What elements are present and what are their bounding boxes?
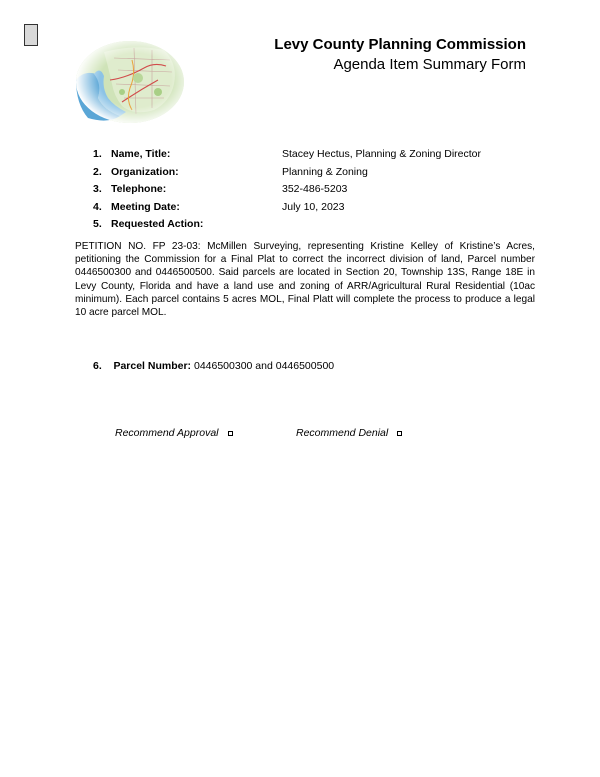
parcel-number-row — [93, 360, 334, 372]
item-label: Requested Action: — [111, 218, 204, 230]
list-item — [93, 146, 533, 164]
page-subtitle: Agenda Item Summary Form — [333, 56, 526, 73]
denial-checkbox[interactable] — [397, 431, 402, 436]
list-item — [93, 199, 533, 217]
item-number: 2. — [93, 165, 102, 178]
info-list — [93, 146, 533, 234]
list-item — [93, 181, 533, 199]
list-item — [93, 164, 533, 182]
item-value: 0446500300 and 0446500500 — [193, 360, 335, 372]
item-label: Name, Title: — [111, 148, 171, 160]
item-value: Planning & Zoning — [282, 165, 368, 178]
page-title: Levy County Planning Commission — [274, 36, 526, 53]
recommend-approval-label: Recommend Approval — [115, 427, 219, 439]
item-number: 4. — [93, 200, 102, 213]
item-value: Stacey Hectus, Planning & Zoning Director — [282, 148, 482, 160]
petition-paragraph: PETITION NO. FP 23-03: McMillen Surveying, representing Kristine Kelley of Kristine’s Acres, petitioning the Commission for a Final Plat to correct the incorrect division of land, Parcel number 0446500300 and 0446500500. Said parcels are located in Section 20, Township 13S, Range 18E in Levy County, Florida and have a land use and zoning of ARR/Agricultural Rural Residential (10ac minimum). Each parcel contains 5 acres MOL, Final Platt will complete the process to produce a legal 10 acre parcel MOL. — [75, 241, 535, 319]
item-label: Meeting Date: — [111, 200, 180, 213]
county-map-logo — [74, 40, 184, 124]
recommend-denial-label: Recommend Denial — [296, 427, 389, 439]
item-number: 1. — [93, 148, 102, 160]
item-number: 6. — [93, 360, 102, 372]
item-label: Telephone: — [111, 183, 167, 195]
item-label: Parcel Number: — [113, 360, 192, 372]
recommend-denial[interactable] — [296, 427, 402, 439]
recommend-approval[interactable] — [115, 427, 233, 439]
corner-form-box — [24, 24, 38, 46]
item-label: Organization: — [111, 165, 179, 178]
item-value: July 10, 2023 — [282, 200, 345, 213]
item-value: 352-486-5203 — [282, 183, 348, 195]
approval-checkbox[interactable] — [228, 431, 233, 436]
item-number: 3. — [93, 183, 102, 195]
list-item — [93, 216, 533, 234]
item-number: 5. — [93, 218, 102, 230]
